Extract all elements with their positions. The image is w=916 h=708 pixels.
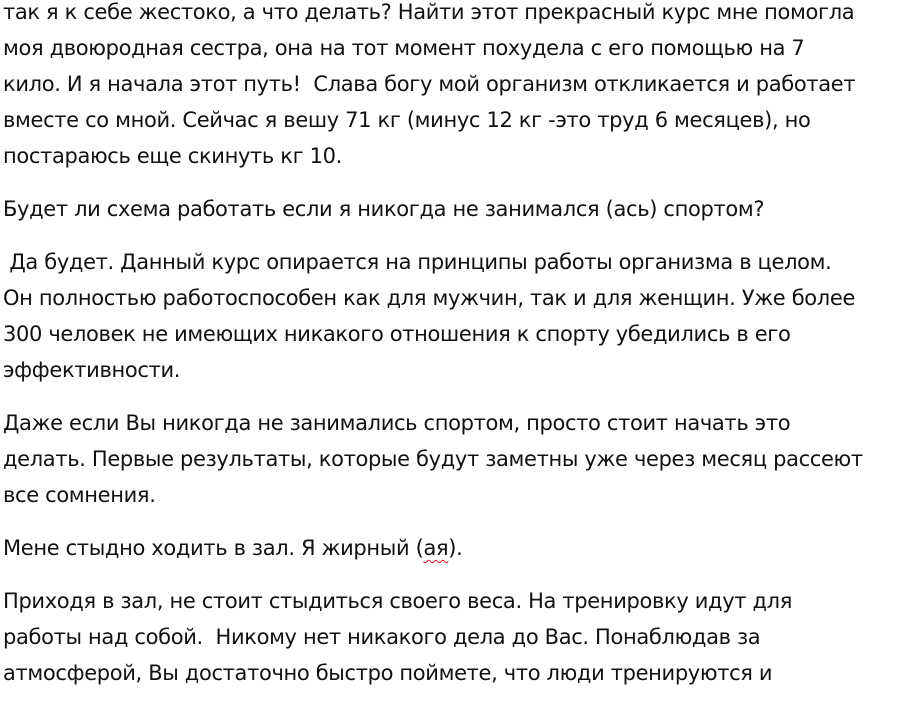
text-segment: ).	[448, 536, 463, 560]
text-line: так я к себе жестоко, а что делать? Найти этот прекрасный курс мне помогла	[3, 0, 855, 24]
document-body[interactable]	[3, 0, 913, 708]
answer-paragraph	[3, 583, 913, 691]
paragraph	[3, 405, 913, 513]
text-line: моя двоюродная сестра, она на тот момент похудела с его помощью на 7	[3, 36, 805, 60]
text-line: кило. И я начала этот путь! Слава богу мой организм откликается и работает	[3, 72, 856, 96]
text-line: работы над собой. Никому нет никакого дела до Вас. Понаблюдав за	[3, 625, 761, 649]
question-paragraph	[3, 530, 913, 566]
text-line: все сомнения.	[3, 483, 156, 507]
text-segment: Мене стыдно ходить в зал. Я жирный (	[3, 536, 424, 560]
text-line: делать. Первые результаты, которые будут заметны уже через месяц рассеют	[3, 447, 863, 471]
text-line	[3, 530, 913, 566]
text-line: Он полностью работоспособен как для мужчин, так и для женщин. Уже более	[3, 286, 856, 310]
text-line: атмосферой, Вы достаточно быстро поймете, что люди тренируются и	[3, 661, 773, 685]
text-line: вместе со мной. Сейчас я вешу 71 кг (минус 12 кг -это труд 6 месяцев), но	[3, 108, 811, 132]
text-line: 300 человек не имеющих никакого отношения к спорту убедились в его	[3, 322, 791, 346]
text-line: Будет ли схема работать если я никогда не занимался (ась) спортом?	[3, 197, 765, 221]
text-line: постараюсь еще скинуть кг 10.	[3, 144, 342, 168]
spellcheck-flagged-word[interactable]: ая	[423, 536, 449, 560]
text-line: Даже если Вы никогда не занимались спортом, просто стоит начать это	[3, 411, 791, 435]
paragraph	[3, 0, 913, 174]
question-paragraph	[3, 191, 913, 227]
text-line: Приходя в зал, не стоит стыдиться своего веса. На тренировку идут для	[3, 589, 793, 613]
text-line: Да будет. Данный курс опирается на принципы работы организма в целом.	[3, 250, 832, 274]
text-line: эффективности.	[3, 358, 181, 382]
answer-paragraph	[3, 244, 913, 388]
